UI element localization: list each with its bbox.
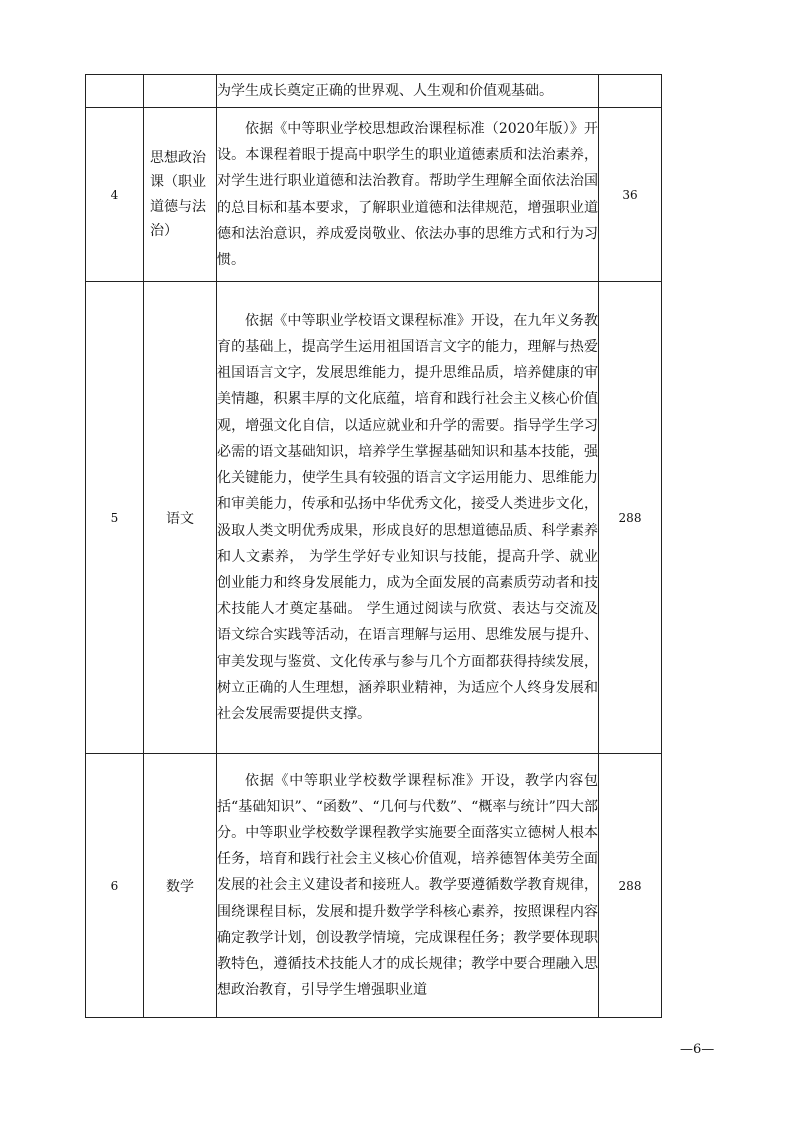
course-number: 5 [86, 282, 144, 754]
course-number [86, 75, 144, 108]
course-name: 思想政治课（职业道德与法治） [144, 108, 217, 282]
course-description [217, 108, 599, 282]
page-number: —6— [680, 1042, 715, 1057]
course-name: 语文 [144, 282, 217, 754]
course-hours: 288 [599, 282, 662, 754]
course-table [85, 74, 662, 1018]
course-name [144, 75, 217, 108]
course-number: 6 [86, 754, 144, 1018]
course-description-text: 为学生成长奠定正确的世界观、人生观和价值观基础。 [217, 82, 553, 99]
course-hours [599, 75, 662, 108]
course-number: 4 [86, 108, 144, 282]
course-hours: 288 [599, 754, 662, 1018]
table-row [86, 754, 662, 1018]
course-description [217, 75, 599, 108]
course-description [217, 754, 599, 1018]
table-row [86, 75, 662, 108]
course-description-text: 依据《中等职业学校语文课程标准》开设，在九年义务教育的基础上，提高学生运用祖国语言文字的能力，理解与热爱祖国语言文字，发展思维能力，提升思维品质，培养健康的审美情趣，积累丰厚的文化底蕴，培育和践行社会主义核心价值观，增强文化自信，以适应就业和升学的需要。指导学生学习必需的语文基础知识，培养学生掌握基础知识和基本技能，强化关键能力，使学生具有较强的语言文字运用能力、思维能力和审美能力，传承和弘扬中华优秀文化，接受人类进步文化，汲取人类文明优秀成果，形成良好的思想道德品质、科学素养和人文素养， 为学生学好专业知识与技能，提高升学、就业创业能力和终身发展能力，成为全面发展的高素质劳动者和技术技能人才奠定基础。 学生通过阅读与欣赏、表达与交流及语文综合实践等活动，在语言理解与运用、思维发展与提升、审美发现与鉴赏、文化传承与参与几个方面都获得持续发展，树立正确的人生理想，涵养职业精神，为适应个人终身发展和社会发展需要提供支撑。 [217, 312, 598, 722]
course-name: 数学 [144, 754, 217, 1018]
course-hours: 36 [599, 108, 662, 282]
table-row [86, 282, 662, 754]
table-row [86, 108, 662, 282]
course-description [217, 282, 599, 754]
course-description-text: 依据《中等职业学校数学课程标准》开设，教学内容包括“基础知识”、“函数”、“几何与代数”、“概率与统计”四大部分。中等职业学校数学课程教学实施要全面落实立德树人根本任务，培育和践行社会主义核心价值观，培养德智体美劳全面发展的社会主义建设者和接班人。教学要遵循数学教育规律，围绕课程目标，发展和提升数学学科核心素养，按照课程内容确定教学计划，创设教学情境，完成课程任务；教学要体现职教特色，遵循技术技能人才的成长规律；教学中要合理融入思想政治教育，引导学生增强职业道 [217, 772, 598, 999]
course-description-text: 依据《中等职业学校思想政治课程标准（2020年版）》开设。本课程着眼于提高中职学生的职业道德素质和法治素养，对学生进行职业道德和法治教育。帮助学生理解全面依法治国的总目标和基本要求，了解职业道德和法律规范，增强职业道德和法治意识，养成爱岗敬业、依法办事的思维方式和行为习惯。 [217, 120, 598, 268]
